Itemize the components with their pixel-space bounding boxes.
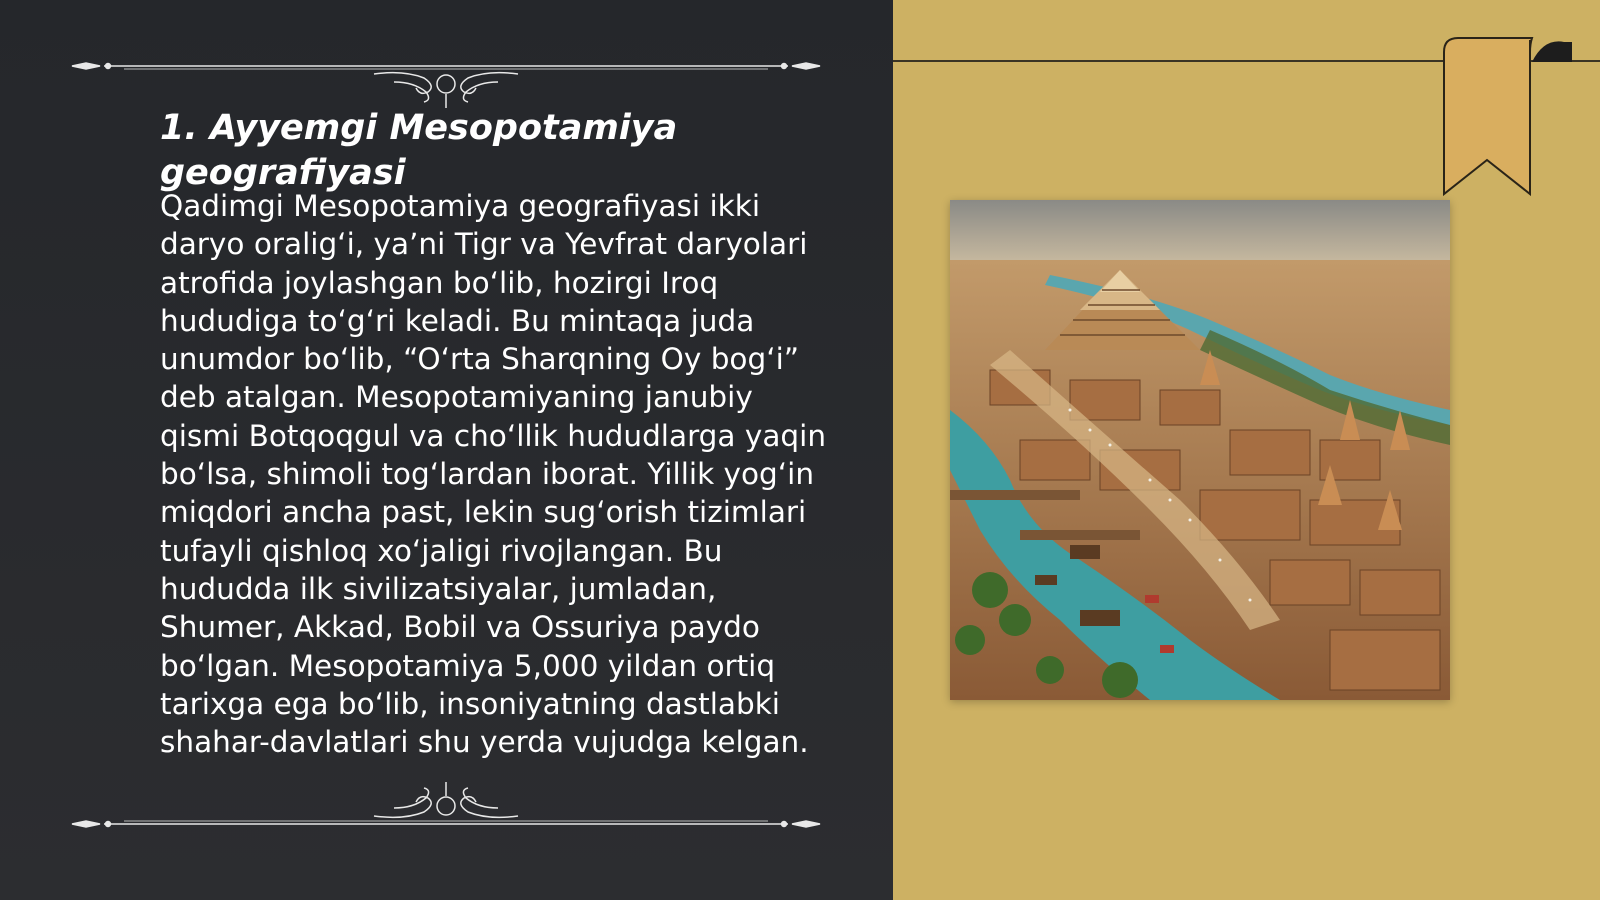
mesopotamia-city-illustration [950,200,1450,700]
slide-body-text: Qadimgi Mesopotamiya geografiyasi ikki daryo oralig‘i, ya’ni Tigr va Yevfrat daryolari atrofida joylashgan bo‘lib, hozirgi Iroq hududiga to‘g‘ri keladi. Bu mintaqa juda unumdor bo‘lib, “O‘rta Sharqning Oy bog‘i” deb atalgan. Mesopotamiyaning janubiy qismi Botqoqgul va cho‘llik hududlarga yaqin bo‘lsa, shimoli tog‘lardan iborat. Yillik yog‘in miqdori ancha past, lekin sug‘orish tizimlari tufayli qishloq xo‘jaligi rivojlangan. Bu hududda ilk sivilizatsiyalar, jumladan, Shumer, Akkad, Bobil va Ossuriya paydo bo‘lgan. Mesopotamiya 5,000 yildan ortiq tarixga ega bo‘lib, insoniyatning dastlabki shahar-davlatlari shu yerda vujudga kelgan. [160,189,827,760]
bottom-scroll-divider-icon [64,770,828,830]
slide-title: 1. Ayyemgi Mesopotamiya geografiyasi [160,108,678,193]
bookmark-ribbon-icon [1432,30,1572,200]
